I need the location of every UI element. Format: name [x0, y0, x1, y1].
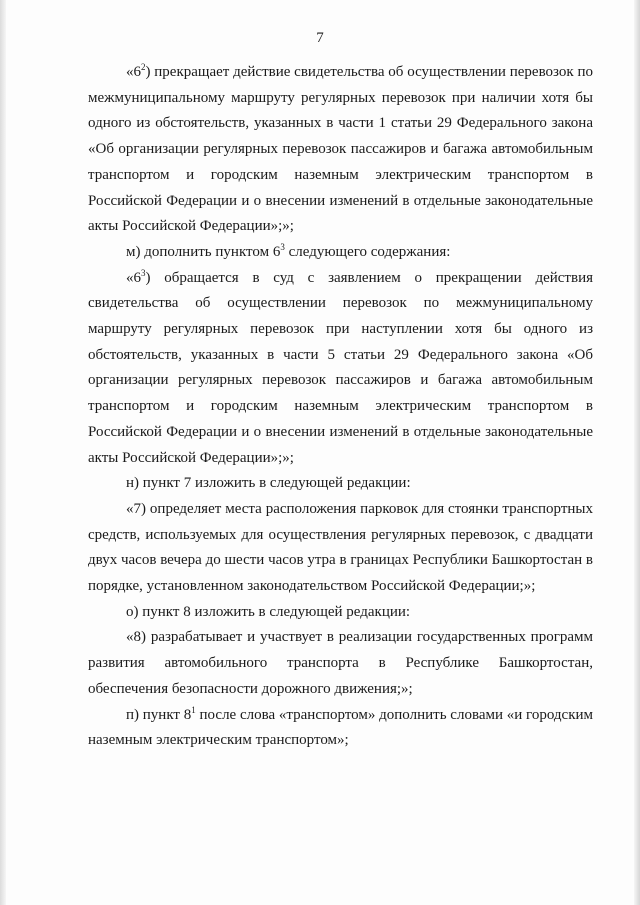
paragraph-8: «8) разрабатывает и участвует в реализации государственных программ развития автомобильного транспорта в Республике Башкортостан, обеспечения безопасности дорожного движения;»; — [88, 629, 593, 697]
paragraph-m: м) дополнить пунктом $6^3$ следующего содержания: — [126, 241, 451, 260]
paragraph-6-2: «$6^2$) прекращает действие свидетельства об осуществлении перевозок по межмуниципальному маршруту регулярных перевозок при наличии хотя бы одного из обстоятельств, указанных в части 1 статьи 29 Федерального закона «Об организации регулярных перевозок пассажиров и багажа автомобильным транспортом и городским наземным электрическим транспортом в Российской Федерации и о внесении изменений в отдельные законодательные акты Российской Федерации»;»; — [88, 62, 593, 235]
paragraph-o: о) пункт 8 изложить в следующей редакции: — [126, 603, 411, 620]
page-edge-right — [634, 0, 640, 905]
paragraph-6-3: «$6^3$) обращается в суд с заявлением о прекращении действия свидетельства об осуществлении перевозок по межмуниципальному маршруту регулярных перевозок при наступлении хотя бы одного из обстоятельств, указанных в части 5 статьи 29 Федерального закона «Об организации регулярных перевозок пассажиров и багажа автомобильным транспортом и городским наземным электрическим транспортом в Российской Федерации и о внесении изменений в отдельные законодательные акты Российской Федерации»;»; — [88, 267, 593, 466]
paragraph-p: п) пункт $8^1$ после слова «транспортом» дополнить словами «и городским наземным электрическим транспортом»; — [88, 704, 593, 749]
page-number: 7 — [316, 30, 324, 46]
document-body — [88, 60, 593, 754]
paragraph-n: н) пункт 7 изложить в следующей редакции: — [126, 475, 411, 492]
paragraph-7: «7) определяет места расположения парковок для стоянки транспортных средств, используемых для осуществления регулярных перевозок, с двадцати двух часов вечера до шести часов утра в границах Республики Башкортостан в порядке, установленном законодательством Российской Федерации;»; — [88, 500, 593, 595]
page-edge-left — [0, 0, 6, 905]
